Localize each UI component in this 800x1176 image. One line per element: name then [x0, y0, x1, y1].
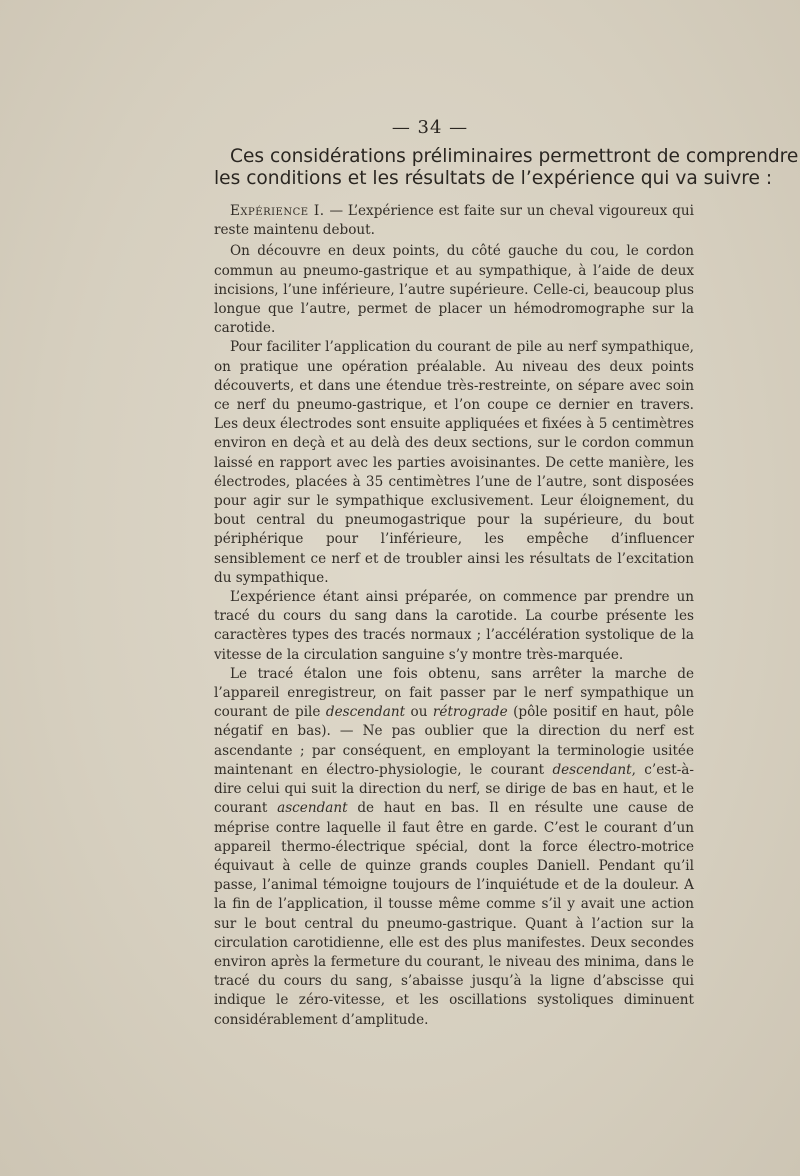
experience-text: — L’expérience est faite sur un cheval vigoureux qui reste maintenu debout.: [214, 203, 694, 239]
italic-term: ascendant: [277, 800, 348, 817]
italic-term: rétrograde: [432, 704, 508, 721]
experience-label: Expérience I.: [230, 203, 325, 219]
paragraph-electrodes: Pour faciliter l’application du courant de pile au nerf sympathique, on pratique une opération préalable. Au niveau des deux points découverts, et dans une étendue très-restreinte, on sépare avec soin ce nerf du pneumo-gastrique, et l’on coupe ce dernier en travers. Les deux électrodes sont ensuite appliquées et fixées à 5 centimètres environ en deçà et au delà des deux sections, sur le cordon commun laissé en rapport avec les parties avoisinantes. De cette manière, les électrodes, placées à 35 centimètres l’une de l’autre, sont disposées pour agir sur le sympathique exclusivement. Leur éloignement, du bout central du pneumogastrique pour la supérieure, du bout périphérique pour l’inférieure, les empêche d’influencer sensiblement ce nerf et de troubler ainsi les résultats de l’excitation du sympathique.: [214, 339, 694, 586]
text-run: (pôle positif en haut, pôle négatif en bas). — Ne pas oublier que la direction du nerf est ascendante ; par conséquent, en employant la terminologie usitée maintenant en électro-physiologie, le courant: [214, 704, 694, 778]
section-heading: [214, 146, 799, 190]
body-text: [214, 202, 694, 1030]
paragraph-current: [214, 665, 694, 1030]
text-run: ou: [405, 704, 433, 721]
paragraph-dissection: On découvre en deux points, du côté gauche du cou, le cordon commun au pneumo-gastrique et au sympathique, à l’aide de deux incisions, l’une inférieure, l’autre supérieure. Celle-ci, beaucoup plus longue que l’autre, permet de placer un hémodromographe sur la carotide.: [214, 243, 694, 337]
italic-term: descendant: [552, 761, 632, 778]
heading-line-2: les conditions et les résultats de l’expérience qui va suivre :: [214, 168, 773, 189]
page-number: — 34 —: [391, 117, 469, 138]
text-run: de haut en bas. Il en résulte une cause de méprise contre laquelle il faut être en garde. C’est le courant d’un appareil thermo-électrique spécial, dont la force électro-motrice équivaut à celle de quinze grands couples Daniell. Pendant qu’il passe, l’animal témoigne toujours de l’inquiétude et de la douleur. A la fin de l’application, il tousse même comme s’il y avait une action sur le bout central du pneumo-gastrique. Quant à l’action sur la circulation carotidienne, elle est des plus manifestes. Deux secondes environ après la fermeture du courant, le niveau des minima, dans le tracé du cours du sang, s’abaisse jusqu’à la ligne d’abscisse qui indique le zéro-vitesse, et les oscillations systoliques diminuent considérablement d’amplitude.: [214, 800, 694, 1028]
paragraph-tracing: L’expérience étant ainsi préparée, on commence par prendre un tracé du cours du sang dans la carotide. La courbe présente les caractères types des tracés normaux ; l’accélération systolique de la vitesse de la circulation sanguine s’y montre très-marquée.: [214, 589, 694, 663]
text-run: Le tracé étalon une fois obtenu, sans arrêter la marche de l’appareil enregistreur, on fait passer par le nerf sympathique un courant de pile: [214, 665, 694, 721]
text-run: , c’est-à-dire celui qui suit la direction du nerf, se dirige de bas en haut, et le courant: [214, 761, 694, 817]
italic-term: descendant: [325, 704, 406, 721]
experience-paragraph: [214, 202, 694, 240]
heading-line-1: Ces considérations préliminaires permettront de comprendre: [230, 146, 799, 167]
